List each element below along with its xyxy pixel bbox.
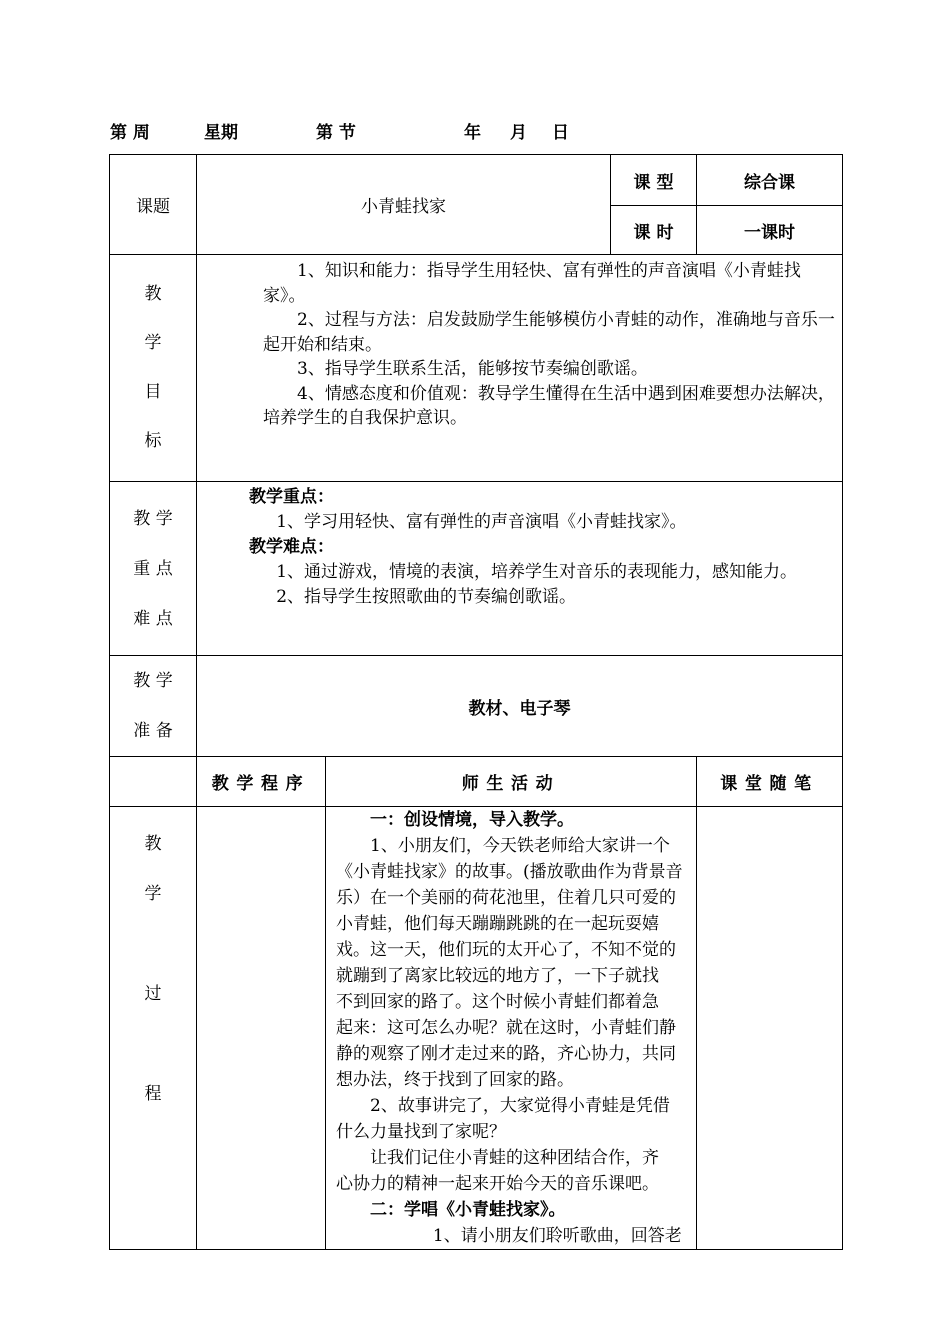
col-activity: 师生活动 [326,757,697,807]
objective-item: 1、知识和能力：指导学生用轻快、富有弹性的声音演唱《小青蛙找家》。 [263,261,801,306]
header-period: 第 节 [316,123,356,143]
process-line: 乐）在一个美丽的荷花池里，住着几只可爱的 [336,888,676,908]
process-line: 2、故事讲完了，大家觉得小青蛙是凭借 [370,1096,670,1116]
keypoints-label: 教 学 重 点 难 点 [110,482,197,656]
key-title: 教学重点： [249,487,334,507]
objectives-content [197,255,843,482]
notes-cell [697,807,843,1250]
hours-value: 一课时 [697,206,843,255]
process-line: 戏。这一天，他们玩的太开心了，不知不觉的 [336,940,676,960]
process-line: 静的观察了刚才走过来的路，齐心协力，共同 [336,1044,676,1064]
difficulty-item: 1、通过游戏，情境的表演，培养学生对音乐的表现能力，感知能力。 [276,562,798,582]
process-line: 1、请小朋友们聆听歌曲，回答老 [432,1226,682,1246]
objectives-label: 教 学 目 标 [110,255,197,482]
process-line: 心协力的精神一起来开始今天的音乐课吧。 [336,1174,659,1194]
topic-value: 小青蛙找家 [197,155,611,255]
process-line: 想办法，终于找到了回家的路。 [336,1070,574,1090]
header-day: 日 [552,123,569,143]
difficulty-item: 2、指导学生按照歌曲的节奏编创歌谣。 [276,587,577,607]
header-month: 月 [510,123,527,143]
process-line: 一：创设情境，导入教学。 [370,810,574,830]
hours-label: 课 时 [611,206,697,255]
topic-label: 课题 [110,155,197,255]
objective-item: 3、指导学生联系生活，能够按节奏编创歌谣。 [297,359,648,379]
difficulty-title: 教学难点： [249,537,334,557]
process-line: 《小青蛙找家》的故事。(播放歌曲作为背景音 [336,862,683,882]
process-line: 1、小朋友们，今天铁老师给大家讲一个 [370,836,670,856]
col-notes: 课堂随笔 [697,757,843,807]
header-weekday: 星期 [204,123,238,143]
type-value: 综合课 [697,155,843,206]
prep-label: 教 学 准 备 [110,656,197,757]
col-procedure: 教学程序 [197,757,326,807]
process-line: 什么力量找到了家呢？ [336,1122,506,1142]
process-line: 二：学唱《小青蛙找家》。 [370,1200,566,1220]
type-label: 课 型 [611,155,697,206]
header-week: 第 周 [110,123,150,143]
objective-item: 4、情感态度和价值观：教导学生懂得在生活中遇到困难要想办法解决，培养学生的自我保护意识。 [263,383,835,428]
objective-item: 2、过程与方法：启发鼓励学生能够模仿小青蛙的动作，准确地与音乐一起开始和结束。 [263,310,835,355]
process-line: 让我们记住小青蛙的这种团结合作，齐 [370,1148,659,1168]
process-label: 教 学 过 程 [110,807,197,1250]
procedure-cell [197,807,326,1250]
activity-content [326,807,697,1250]
prep-value: 教材、电子琴 [197,656,843,757]
process-line: 不到回家的路了。这个时候小青蛙们都着急 [336,992,659,1012]
key-item: 1、学习用轻快、富有弹性的声音演唱《小青蛙找家》。 [276,512,687,532]
blank-cell [110,757,197,807]
keypoints-content [197,482,843,656]
lesson-plan-table [109,154,843,1250]
header-year: 年 [464,123,481,143]
process-line: 起来：这可怎么办呢？就在这时，小青蛙们静 [336,1018,676,1038]
process-line: 就蹦到了离家比较远的地方了，一下子就找 [336,966,659,986]
process-line: 小青蛙，他们每天蹦蹦跳跳的在一起玩耍嬉 [336,914,659,934]
